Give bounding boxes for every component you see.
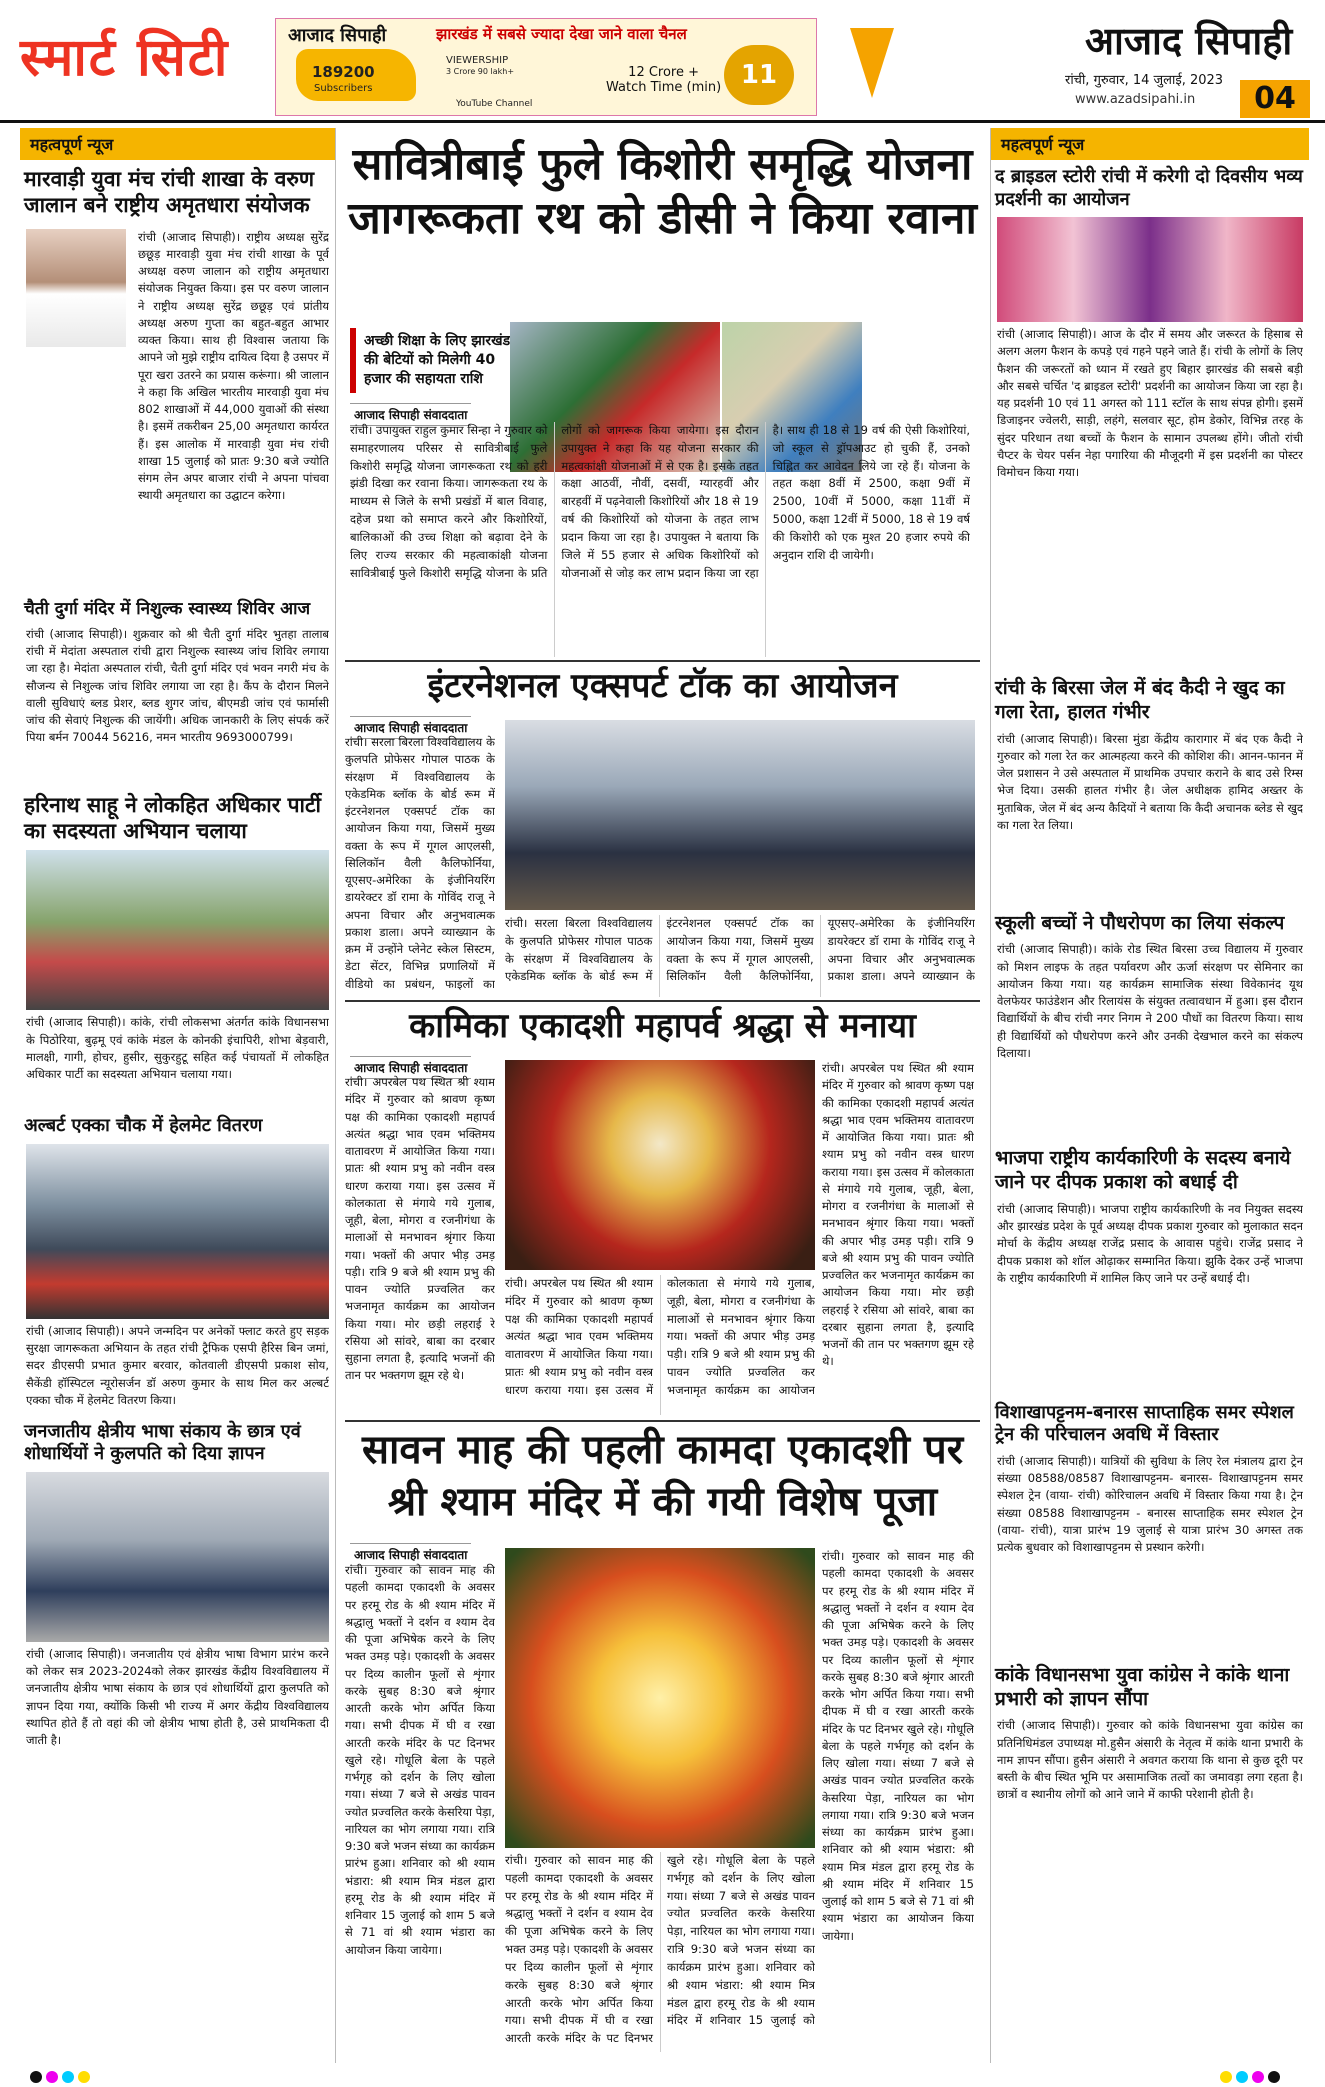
divider xyxy=(345,1000,980,1002)
pen-nib-icon xyxy=(850,28,894,98)
story-body: रांची (आजाद सिपाही)। यात्रियों की सुविधा के लिए रेल मंत्रालय द्वारा ट्रेन संख्या 08588/08587 विशाखापट्टनम- बनारस- विशाखापट्टनम समर स्पेशल ट्रेन (वाया- रांची) कोरिचालन अवधि में विस्तार किया गया है। ट्रेन संख्या 08588 विशाखापट्टनम - बनारस साप्ताहिक समर स्पेशल ट्रेन (वाया- रांची), यात्रा प्रारंभ 19 जुलाई से यात्रा प्रारंभ 30 अगस्त तक प्रत्येक बुधवार को विशाखापट्टनम से प्रस्थान करेगी। xyxy=(997,1453,1303,1554)
helmet-photo xyxy=(26,1144,329,1319)
subscriber-label: Subscribers xyxy=(314,83,373,94)
story-body: रांची। गुरुवार को सावन माह की पहली कामदा एकादशी के अवसर पर हरमू रोड के श्री श्याम मंदिर में श्रद्धालु भक्तों ने दर्शन व श्याम देव की पूजा अभिषेक करने के लिए भक्त उमड़ पड़े। एकादशी के अवसर पर दिव्य कालीन फूलों से शृंगार करके सुबह 8:30 बजे श्रृंगार आरती करके भोग अर्पित किया गया। सभी दीपक में घी व रखा आरती करके मंदिर के पट दिनभर खुले रहे। गोधूलि बेला के पहले गर्भगृह को दर्शन के लिए खोला गया। संध्या 7 बजे से अखंड पावन ज्योत प्रज्वलित करके केसरिया पेड़ा, नारियल का भोग लगाया गया। रात्रि 9:30 बजे भजन संध्या का कार्यक्रम प्रारंभ हुआ। शनिवार को श्री श्याम भंडारा: श्री श्याम मित्र मंडल द्वारा हरमू रोड के श्री श्याम मंदिर में शनिवार 15 जुलाई को शाम 5 बजे से 71 वां श्री श्याम भंडारा का आयोजन किया जायेगा। xyxy=(345,1563,495,1957)
print-registration-marks xyxy=(30,2068,94,2087)
story-body-cont: रांची। अपरबेल पथ स्थित श्री श्याम मंदिर में गुरुवार को श्रावण कृष्ण पक्ष की कामिका एकादशी महापर्व अत्यंत श्रद्धा भाव एवम भक्तिमय वातावरण में आयोजित किया गया। प्रातः श्री श्याम प्रभु को नवीन वस्त्र धारण कराया गया। इस उत्सव में कोलकाता से मंगाये गये गुलाब, जूही, बेला, मोगरा व रजनीगंधा के मालाओं से मनभावन श्रृंगार किया गया। भक्तों की अपार भीड़ उमड़ पड़ी। रात्रि 9 बजे श्री श्याम प्रभु की पावन ज्योति प्रज्वलित कर भजनामृत कार्यक्रम का आयोजन xyxy=(505,1276,815,1397)
story-body: रांची (आजाद सिपाही)। भाजपा राष्ट्रीय कार्यकारिणी के नव नियुक्त सदस्य और झारखंड प्रदेश के पूर्व अध्यक्ष दीपक प्रकाश गुरुवार को मुलाकात सदन मोर्चा के केंद्रीय अध्यक्ष राजेंद्र प्रसाद के आवास पहुंचे। राजेंद्र प्रसाद ने दीपक प्रकाश को शॉल ओढ़ाकर सम्मानित किया। झुकेि देकर उन्हें भाजपा के राष्ट्रीय कार्यकारिणी में शामिल किए जाने पर उन्हें बधाई दी। xyxy=(997,1201,1303,1285)
story-body: रांची (आजाद सिपाही)। अपने जन्मदिन पर अनेकों फ्लाट करते हुए सड़क सुरक्षा जागरूकता अभियान के तहत रांची ट्रैफिक एसपी हैरिस बिन जमां, सदर डीएसपी प्रभात कुमार बरवार, कोतवाली डीएसपी प्रकाश सोय, सैकेंडी हॉस्पिटल न्यूरोसर्जन डॉ अरुण कुमार के साथ मिल कर अल्बर्ट एक्का चौक में हेलमेट वितरण किया। xyxy=(26,1323,329,1407)
banner-brand: आजाद सिपाही xyxy=(288,25,387,46)
website-url: www.azadsipahi.in xyxy=(1075,92,1196,107)
expert-talk-photo xyxy=(505,720,975,910)
subscriber-count: 189200 xyxy=(312,63,375,81)
paper-name: आजाद सिपाही xyxy=(1085,19,1293,63)
story-headline: इंटरनेशनल एक्सपर्ट टॉक का आयोजन xyxy=(427,666,898,706)
story-headline: कामिका एकादशी महापर्व श्रद्धा से मनाया xyxy=(409,1006,916,1046)
story-headline: द ब्राइडल स्टोरी रांची में करेगी दो दिवसीय भव्य प्रदर्शनी का आयोजन xyxy=(995,166,1303,210)
story-headline: अल्बर्ट एक्का चौक में हेलमेट वितरण xyxy=(24,1115,263,1137)
story-headline: मारवाड़ी युवा मंच रांची शाखा के वरुण जालान बने राष्ट्रीय अमृतधारा संयोजक xyxy=(24,167,315,218)
story-headline: भाजपा राष्ट्रीय कार्यकारिणी के सदस्य बनाये जाने पर दीपक प्रकाश को बधाई दी xyxy=(995,1147,1291,1193)
story-body-cont: रांची। सरला बिरला विश्वविद्यालय के कुलपति प्रोफेसर गोपाल पाठक के संरक्षण में विश्वविद्यालय के एकेडमिक ब्लॉक के बोर्ड रूम में इंटरनेशनल एक्सपर्ट टॉक का आयोजन किया गया, जिसमें मुख्य वक्ता के रूप में गूगल आएलसी, सिलिकॉन वैली कैलिफोर्निया, यूएसए-अमेरिका के इंजीनियरिंग डायरेक्टर डॉ रामा के गोविंद राजू ने अपना विचार और अनुभवात्मक प्रकाश डाला। अपने व्याख्यान के xyxy=(505,916,975,984)
story-body-cont: रांची। अपरबेल पथ स्थित श्री श्याम मंदिर में गुरुवार को श्रावण कृष्ण पक्ष की कामिका एकादशी महापर्व अत्यंत श्रद्धा भाव एवम भक्तिमय वातावरण में आयोजित किया गया। प्रातः श्री श्याम प्रभु को नवीन वस्त्र धारण कराया गया। इस उत्सव में कोलकाता से मंगाये गये गुलाब, जूही, बेला, मोगरा व रजनीगंधा के मालाओं से मनभावन श्रृंगार किया गया। भक्तों की अपार भीड़ उमड़ पड़ी। रात्रि 9 बजे श्री श्याम प्रभु की पावन ज्योति प्रज्वलित कर भजनामृत कार्यक्रम का आयोजन किया गया। मोर छड़ी लहराई रे रसिया ओ सांवरे, बाबा का दरबार सुहाना लगता है, इत्यादि भजनों की तान पर भक्तगण झूम रहे थे। xyxy=(822,1061,974,1369)
byline: आजाद सिपाही संवाददाता xyxy=(350,1543,471,1566)
story-headline: विशाखापट्टनम-बनारस साप्ताहिक समर स्पेशल ट्रेन की परिचालन अवधि में विस्तार xyxy=(995,1401,1294,1446)
story-body: रांची (आजाद सिपाही)। कांके, रांची लोकसभा अंतर्गत कांके विधानसभा के पिठोरिया, बुढ़मू एवं कांके मंडल के कोनकी इंचापिरी, शोभा बेड़वारी, मालक्षी, गागी, होचर, हुसीर, सुकुरहुटू सहित कई पंचायतों में लोकहित अधिकार पार्टी का सदस्यता अभियान चलाया गया। xyxy=(26,1015,329,1081)
story-body-wrap xyxy=(20,225,335,593)
story-headline: हरिनाथ साहू ने लोकहित अधिकार पार्टी का सदस्यता अभियान चलाया xyxy=(24,792,321,843)
date-line: रांची, गुरुवार, 14 जुलाई, 2023 xyxy=(1065,73,1224,88)
memorandum-photo xyxy=(26,1472,329,1642)
print-registration-marks xyxy=(1220,2068,1284,2087)
divider xyxy=(345,660,980,662)
story-body: रांची (आजाद सिपाही)। कांके रोड स्थित बिरसा उच्च विद्यालय में गुरुवार को मिशन लाइफ के तहत पर्यावरण और ऊर्जा संरक्षण पर सेमिनार का आयोजन किया गया। यह कार्यक्रम सामाजिक संस्था विवेकानंद यूथ वेलफेयर फाउंडेशन और रिलायंस के संयुक्त तत्वावधान में हुआ। इस दौरान विद्यार्थियों के बीच रांची नगर निगम ने 200 पौधों का वितरण किया। साथ ही विद्यार्थियों को पौधरोपण करने और उनकी देखभाल करने का संकल्प दिलाया। xyxy=(997,942,1303,1060)
story-body-cont: रांची। गुरुवार को सावन माह की पहली कामदा एकादशी के अवसर पर हरमू रोड के श्री श्याम मंदिर में श्रद्धालु भक्तों ने दर्शन व श्याम देव की पूजा अभिषेक करने के लिए भक्त उमड़ पड़े। एकादशी के अवसर पर दिव्य कालीन फूलों से शृंगार करके सुबह 8:30 बजे श्रृंगार आरती करके भोग अर्पित किया गया। सभी दीपक में घी व रखा आरती करके मंदिर के पट दिनभर खुले रहे। गोधूलि बेला के पहले गर्भगृह को दर्शन के लिए खोला गया। संध्या 7 बजे से अखंड पावन ज्योत प्रज्वलित करके केसरिया पेड़ा, नारियल का भोग लगाया गया। रात्रि 9:30 बजे भजन संध्या का कार्यक्रम प्रारंभ हुआ। शनिवार को श्री श्याम भंडारा: श्री श्याम मित्र मंडल द्वारा हरमू रोड के श्री श्याम मंदिर में शनिवार 15 जुलाई को शाम 5 बजे से 71 वां श्री श्याम भंडारा का आयोजन किया जायेगा। xyxy=(822,1549,974,1943)
story-headline: जनजातीय क्षेत्रीय भाषा संकाय के छात्र एवं शोधार्थियों ने कुलपति को दिया ज्ञापन xyxy=(24,1420,301,1465)
lead-headline-line1: सावित्रीबाई फुले किशोरी समृद्धि योजना xyxy=(352,139,973,190)
story-headline-line2: श्री श्याम मंदिर में की गयी विशेष पूजा xyxy=(387,1478,938,1525)
youtube-label: YouTube Channel xyxy=(456,99,533,109)
story-body-cont: रांची। गुरुवार को सावन माह की पहली कामदा एकादशी के अवसर पर हरमू रोड के श्री श्याम मंदिर में श्रद्धालु भक्तों ने दर्शन व श्याम देव की पूजा अभिषेक करने के लिए भक्त उमड़ पड़े। एकादशी के अवसर पर दिव्य कालीन फूलों से शृंगार करके सुबह 8:30 बजे श्रृंगार आरती करके भोग अर्पित किया गया। सभी दीपक में घी व रखा आरती करके मंदिर के पट दिनभर खुले रहे। गोधूलि बेला के पहले गर्भगृह को दर्शन के लिए खोला गया। संध्या 7 बजे से अखंड पावन ज्योत प्रज्वलित करके केसरिया पेड़ा, नारियल का भोग लगाया गया। रात्रि 9:30 बजे भजन संध्या का कार्यक्रम प्रारंभ हुआ। शनिवार को श्री श्याम भंडारा: श्री श्याम मित्र मंडल द्वारा हरमू रोड के श्री श्याम मंदिर में शनिवार 15 जुलाई को xyxy=(505,1853,815,2046)
lead-byline: आजाद सिपाही संवाददाता xyxy=(350,403,471,426)
story-headline-line1: सावन माह की पहली कामदा एकादशी पर xyxy=(361,1426,964,1473)
section-label: महत्वपूर्ण न्यूज xyxy=(20,128,335,160)
banner-tagline: झारखंड में सबसे ज्यादा देखा जाने वाला चैनल xyxy=(436,25,687,43)
story-body: रांची (आजाद सिपाही)। शुक्रवार को श्री चैती दुर्गा मंदिर भुतहा तालाब रांची में मेदांता अस्पताल रांची द्वारा निशुल्क स्वास्थ्य जांच शिविर लगाया जा रहा है। मेदांता अस्पताल रांची, चैती दुर्गा मंदिर एवं भवन नगरी मंच के सौजन्य से निशुल्क जांच शिविर लगाया जा रहा है। कैंप के दौरान मिलने वाली सुविधाएं ब्लड प्रेशर, ब्लड शुगर जांच, बीएमडी जांच एवं फार्मासी जांच की सेवाएं निशुल्क की जायेंगी। अधिक जानकारी के लिए संपर्क करें पिया बर्मन 70044 56216, नमन भारतीय 9693000799। xyxy=(26,626,329,745)
story-headline: कांके विधानसभा युवा कांग्रेस ने कांके थाना प्रभारी को ज्ञापन सौंपा xyxy=(995,1663,1290,1710)
views-label: VIEWERSHIP xyxy=(446,55,509,66)
lead-story xyxy=(345,140,980,246)
story-body: रांची। अपरबेल पथ स्थित श्री श्याम मंदिर में गुरुवार को श्रावण कृष्ण पक्ष की कामिका एकादशी महापर्व अत्यंत श्रद्धा भाव एवम भक्तिमय वातावरण में आयोजित किया गया। प्रातः श्री श्याम प्रभु को नवीन वस्त्र धारण कराया गया। इस उत्सव में कोलकाता से मंगाये गये गुलाब, जूही, बेला, मोगरा व रजनीगंधा के मालाओं से मनभावन श्रृंगार किया गया। भक्तों की अपार भीड़ उमड़ पड़ी। रात्रि 9 बजे श्री श्याम प्रभु की पावन ज्योति प्रज्वलित कर भजनामृत कार्यक्रम का आयोजन किया गया। मोर छड़ी लहराई रे रसिया ओ सांवरे, बाबा का दरबार सुहाना लगता है, इत्यादि भजनों की तान पर भक्तगण झूम रहे थे। xyxy=(345,1075,495,1383)
story-body: रांची (आजाद सिपाही)। राष्ट्रीय अध्यक्ष सुरेंद्र छछूड़ मारवाड़ी युवा मंच रांची शाखा के पूर्व अध्यक्ष वरुण जालान को राष्ट्रीय अमृतधारा संयोजक नियुक्त किया। इस पर वरुण जालान ने राष्ट्रीय अध्यक्ष सुरेंद्र छछूड़ एवं प्रांतीय अध्यक्ष अरुण गुप्ता का बहुत-बहुत आभार व्यक्त किया। साथ ही विश्वास जताया कि आपने जो मुझे राष्ट्रीय दायित्व दिया है उसपर में पूरा खरा उतरने का प्रयास करूंगा। श्री जालान ने कहा कि अखिल भारतीय मारवाड़ी युवा मंच 802 शाखाओं में 44,000 युवाओं की संस्था है। इसमें तकरीबन 25,00 अमृतधारा कार्यरत हैं। इस आलोक में मारवाड़ी युवा मंच रांची शाखा 15 जुलाई को प्रातः 9:30 बजे ज्योति संगम लेन अपर बाजार रांची ने अपना पांचवा स्थायी अमृतधारा का उद्घाटन करेगा। xyxy=(138,229,329,503)
left-column xyxy=(20,128,336,2063)
story-body: रांची (आजाद सिपाही)। आज के दौर में समय और जरूरत के हिसाब से अलग अलग फैशन के कपड़े एवं गहने पहने जाते हैं। रांची के लोगों के लिए फैशन की जरूरतों को ध्यान में रखते हुए बिहार झारखंड की सबसे बड़ी और सबसे चर्चित 'द ब्राइडल स्टोरी' प्रदर्शनी का आयोजन किया जा रहा है। यह प्रदर्शनी 10 एवं 11 अगस्त को 111 स्टॉल के साथ संपन्न होगी। इसमें डिजाइनर ज्वेलरी, साड़ी, लहंगे, सलवार सूट, होम डेकोर, विभिन्न तरह के सुंदर परिधान तथा बच्चों के फैशन के सामान उपलब्ध होंगे। जीतो रांची चैप्टर के चेयर पर्सन नेहा पगारिया की मौजूदगी में इस प्रदर्शनी का पोस्टर विमोचन किया गया। xyxy=(997,327,1303,479)
page-number: 04 xyxy=(1240,80,1310,118)
lead-body: रांची। उपायुक्त राहुल कुमार सिन्हा ने गुरुवार को समाहरणालय परिसर से सावित्रीबाई फुले किशोरी समृद्धि योजना जागरूकता रथ को हरी झंडी दिखा कर रवाना किया। जागरूकता रथ के माध्यम से जिले के सभी प्रखंडों में बाल विवाह, दहेज प्रथा को समाप्त करने और किशोरियों, बालिकाओं की उच्च शिक्षा को बढ़ावा देने के लिए राज्य सरकार की महत्वाकांक्षी योजना सावित्रीबाई फुले किशोरी समृद्धि योजना के प्रति लोगों को जागरूक किया जायेगा। इस दौरान उपायुक्त ने कहा कि यह योजना सरकार की महत्वकांक्षी योजनाओं में से एक है। इसके तहत कक्षा आठवीं, नौवीं, दसवीं, ग्यारहवीं और बारहवीं में पढ़नेवाली किशोरियों और 18 से 19 वर्ष की किशोरियों को योजना के तहत लाभ प्रदान किया जा रहा है। उपायुक्त ने बताया कि जिले में 55 हजार से अधिक किशोरियों को योजनाओं से जोड़ कर लाभ प्रदान किया जा रहा है। साथ ही 18 से 19 वर्ष की ऐसी किशोरियां, जो स्कूल से ड्रॉपआउट हो चुकी हैं, उनको चिह्नित कर आवेदन लिये जा रहे हैं। योजना के तहत कक्षा 8वीं में 2500, कक्षा 9वीं में 2500, 10वीं में 5000, कक्षा 11वीं में 5000, कक्षा 12वीं में 5000, 18 से 19 वर्ष की किशोरी को एक मुश्त 20 हजार रुपये की अनुदान राशि दी जायेगी। xyxy=(350,423,970,580)
byline: आजाद सिपाही संवाददाता xyxy=(350,716,471,739)
story-body: रांची। सरला बिरला विश्वविद्यालय के कुलपति प्रोफेसर गोपाल पाठक के संरक्षण में विश्वविद्यालय के एकेडमिक ब्लॉक के बोर्ड रूम में इंटरनेशनल एक्सपर्ट टॉक का आयोजन किया गया, जिसमें मुख्य वक्ता के रूप में गूगल आएलसी, सिलिकॉन वैली कैलिफोर्निया, यूएसए-अमेरिका के इंजीनियरिंग डायरेक्टर डॉ रामा के गोविंद राजू ने अपना विचार और अनुभवात्मक प्रकाश डाला। अपने व्याख्यान के क्रम में उन्होंने प्लेनेट स्केल सिस्टम, डेटा सेंटर, विभिन्न प्रणालियों में वीडियो का प्रबंधन, फाइलों का xyxy=(345,735,495,991)
divider xyxy=(345,1420,980,1422)
story-body: रांची (आजाद सिपाही)। गुरुवार को कांके विधानसभा युवा कांग्रेस का प्रतिनिधिमंडल उपाध्यक्ष मो.हुसैन अंसारी के नेतृत्व में कांके थाना प्रभारी के नाम ज्ञापन सौंपा। हुसैन अंसारी ने अवगत कराया कि थाना से कुछ दूरी पर बस्ती के बीच स्थित भूमि पर असामाजिक तत्वों का जमावड़ा लगा रहता है। छात्रों व स्थानीय लोगों को आने जाने में काफी परेशानी होती है। xyxy=(997,1718,1303,1802)
watch-time-label: Watch Time (min) xyxy=(606,80,722,95)
portrait-photo xyxy=(26,229,126,347)
story-headline: चैती दुर्गा मंदिर में निशुल्क स्वास्थ्य शिविर आज xyxy=(24,598,311,619)
section-label: महत्वपूर्ण न्यूज xyxy=(991,128,1309,160)
watch-time-value: 12 Crore + xyxy=(628,65,700,80)
story-body: रांची (आजाद सिपाही)। जनजातीय एवं क्षेत्रीय भाषा विभाग प्रारंभ करने को लेकर सत्र 2023-2024को लेकर झारखंड केंद्रीय विश्वविद्यालय में जनजातीय क्षेत्रीय भाषा संकाय के छात्र एवं शोधार्थियों द्वारा कुलपति को ज्ञापन दिया गया, क्योंकि किसी भी राज्य में अगर केंद्रीय विश्वविद्यालय स्थापित होते हैं तो वहां की जो क्षेत्रीय भाषा होती है, उसे प्राथमिकता दी जाती है। xyxy=(26,1646,329,1747)
watch-time xyxy=(606,65,721,95)
group-photo xyxy=(26,850,329,1010)
right-column xyxy=(990,128,1309,2063)
masthead xyxy=(0,0,1325,123)
views-value: 3 Crore 90 lakh+ xyxy=(446,67,515,76)
section-title: स्मार्ट सिटी xyxy=(20,28,230,88)
story-body: रांची (आजाद सिपाही)। बिरसा मुंडा केंद्रीय कारागार में बंद एक कैदी ने गुरुवार को गला रेत कर आत्महत्या करने की कोशिश की। आनन-फानन में जेल प्रशासन ने उसे अस्पताल में प्राथमिक उपचार कराने के बाद उसे रिम्स भेज दिया। उसकी हालत गंभीर है। जेल अधीक्षक हामिद अख्तर के मुताबिक, जेल में बंद अन्य कैदियों ने बताया कि कैदी अचानक ब्लेड से खुद का गला रेत लिया। xyxy=(997,731,1303,832)
anniversary-badge: 11 xyxy=(724,45,794,105)
shyam-temple-photo xyxy=(505,1060,815,1270)
decorated-idol-photo xyxy=(505,1548,815,1848)
lead-headline-line2: जागरूकता रथ को डीसी ने किया रवाना xyxy=(348,192,977,244)
story-headline: स्कूली बच्चों ने पौधरोपण का लिया संकल्प xyxy=(995,911,1285,934)
exhibition-photo xyxy=(997,217,1303,322)
byline: आजाद सिपाही संवाददाता xyxy=(350,1056,471,1079)
story-headline: रांची के बिरसा जेल में बंद कैदी ने खुद का गला रेता, हालत गंभीर xyxy=(995,677,1285,723)
lead-quote: अच्छी शिक्षा के लिए झारखंड की बेटियों को मिलेगी 40 हजार की सहायता राशि xyxy=(350,328,522,393)
channel-banner xyxy=(275,18,817,116)
